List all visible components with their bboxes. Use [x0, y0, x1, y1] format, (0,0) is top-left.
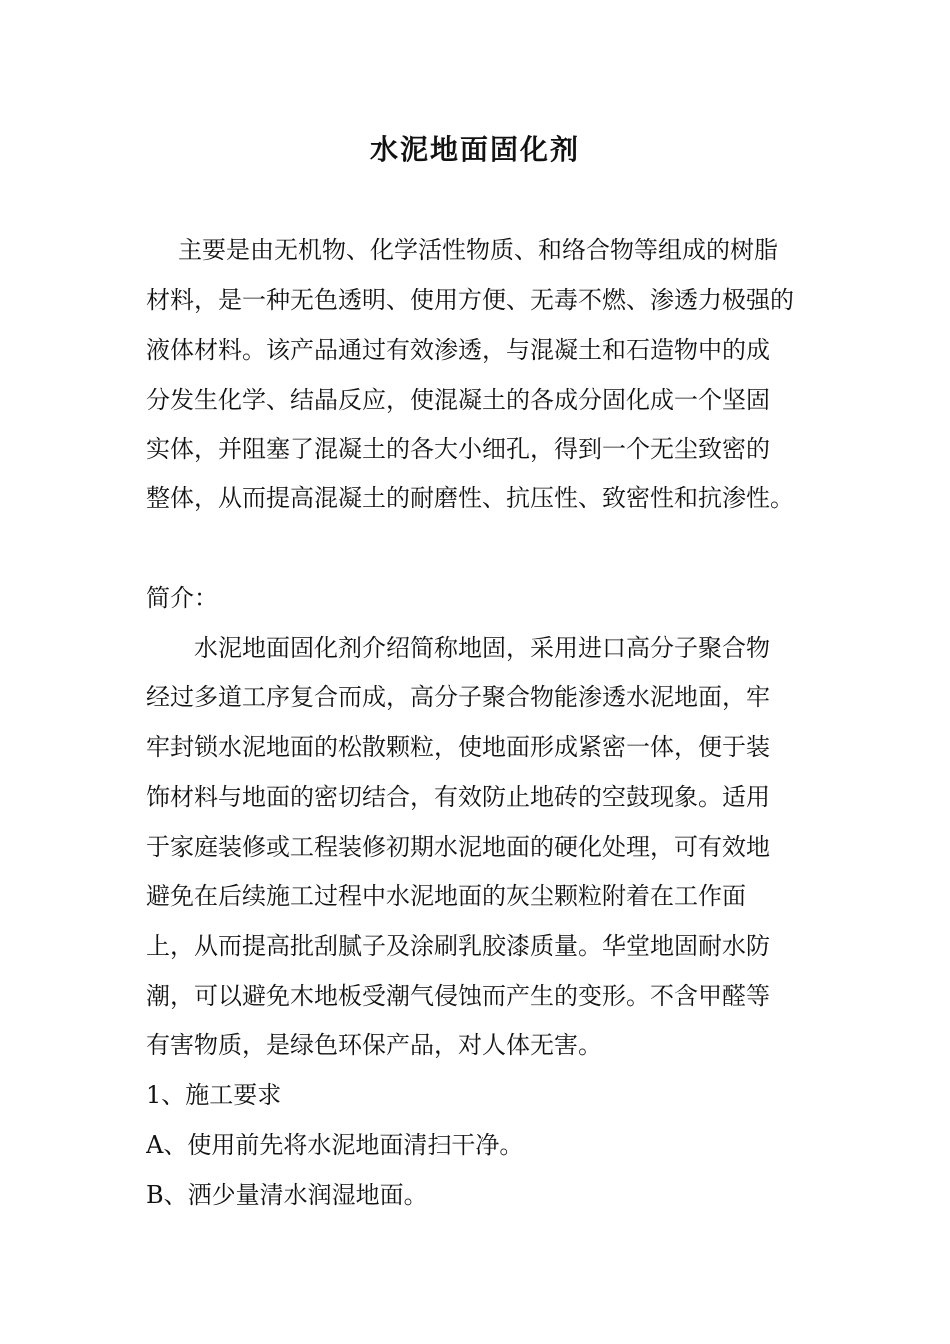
summary-line-4: 饰材料与地面的密切结合，有效防止地砖的空鼓现象。适用 — [146, 783, 770, 811]
intro-line-2: 材料，是一种无色透明、使用方便、无毒不燃、渗透力极强的 — [146, 286, 794, 314]
requirements-heading: 1、施工要求 — [146, 1081, 282, 1109]
document-title: 水泥地面固化剂 — [369, 133, 580, 166]
summary-line-8: 潮，可以避免木地板受潮气侵蚀而产生的变形。不含甲醛等 — [146, 982, 770, 1010]
summary-line-1: 水泥地面固化剂介绍简称地固，采用进口高分子聚合物 — [194, 634, 770, 662]
step-a: A、使用前先将水泥地面清扫干净。 — [146, 1131, 524, 1159]
step-b: B、洒少量清水润湿地面。 — [146, 1181, 428, 1209]
summary-line-9: 有害物质，是绿色环保产品，对人体无害。 — [146, 1031, 602, 1059]
summary-line-2: 经过多道工序复合而成，高分子聚合物能渗透水泥地面，牢 — [146, 683, 770, 711]
summary-line-3: 牢封锁水泥地面的松散颗粒，使地面形成紧密一体，便于装 — [146, 733, 770, 761]
summary-line-6: 避免在后续施工过程中水泥地面的灰尘颗粒附着在工作面 — [146, 882, 746, 910]
summary-line-7: 上，从而提高批刮腻子及涂刷乳胶漆质量。华堂地固耐水防 — [146, 932, 770, 960]
section-heading: 简介： — [146, 584, 218, 612]
intro-line-4: 分发生化学、结晶反应，使混凝土的各成分固化成一个坚固 — [146, 386, 770, 414]
summary-line-5: 于家庭装修或工程装修初期水泥地面的硬化处理，可有效地 — [146, 833, 770, 861]
intro-line-5: 实体，并阻塞了混凝土的各大小细孔，得到一个无尘致密的 — [146, 435, 770, 463]
intro-line-1: 主要是由无机物、化学活性物质、和络合物等组成的树脂 — [178, 236, 778, 264]
intro-line-3: 液体材料。该产品通过有效渗透，与混凝土和石造物中的成 — [146, 336, 770, 364]
intro-line-6: 整体，从而提高混凝土的耐磨性、抗压性、致密性和抗渗性。 — [146, 484, 794, 512]
